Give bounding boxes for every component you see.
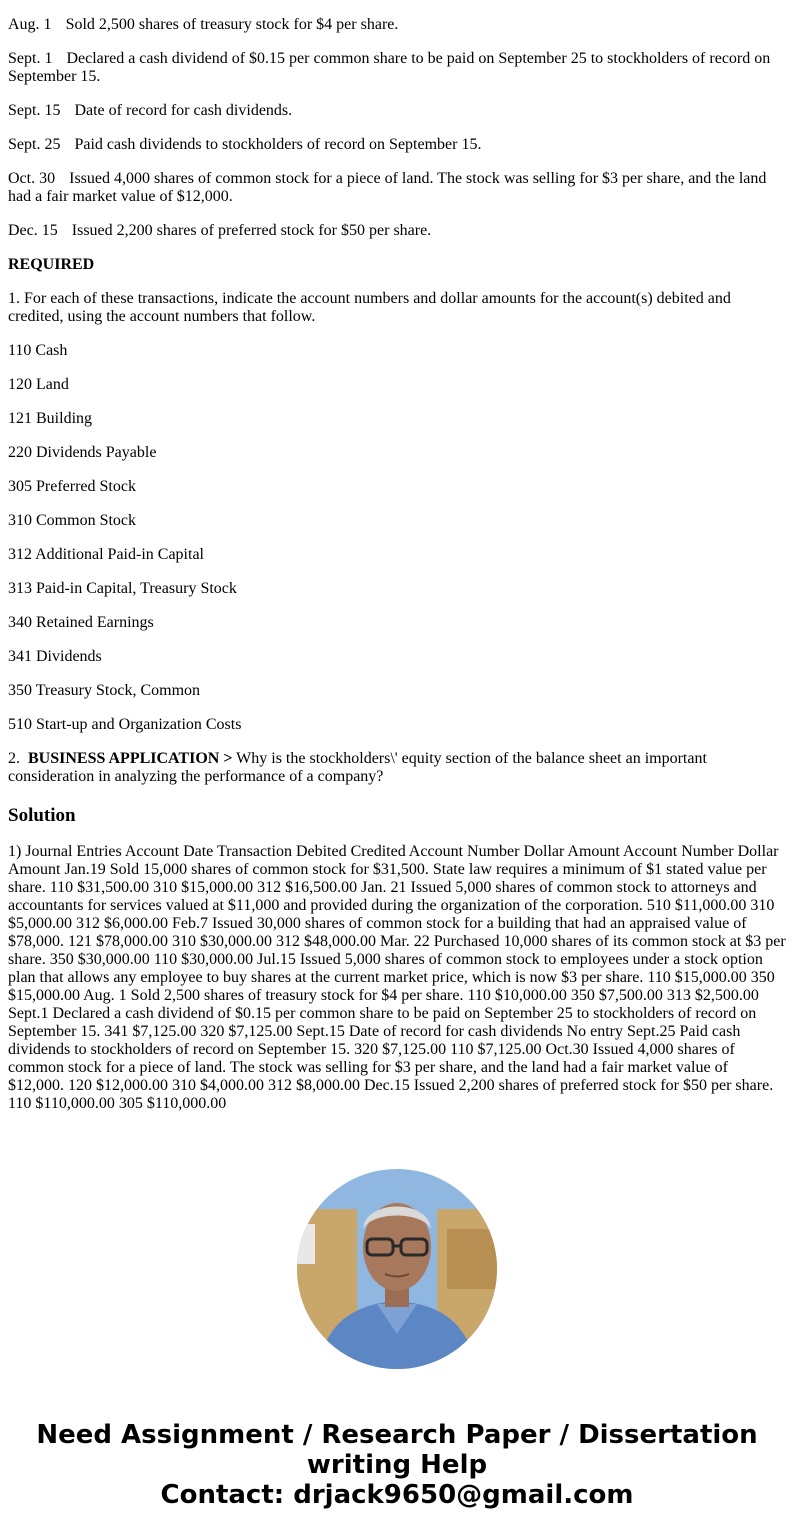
footer-banner xyxy=(0,1420,794,1510)
footer-contact: Contact: drjack9650@gmail.com xyxy=(160,1480,634,1510)
account-item: 120 Land xyxy=(8,376,69,393)
account-item: 110 Cash xyxy=(8,342,68,359)
required-item-1: 1. For each of these transactions, indicate the account numbers and dollar amounts for the account(s) debited and credited, using the account numbers that follow. xyxy=(8,290,731,325)
account-item: 310 Common Stock xyxy=(8,512,137,529)
transaction-oct-30: Oct. 30 Issued 4,000 shares of common stock for a piece of land. The stock was selling for $3 per share, and the land had a fair market value of $12,000. xyxy=(8,170,767,205)
solution-heading: Solution xyxy=(8,805,76,826)
transaction-sept-15: Sept. 15 Date of record for cash dividends. xyxy=(8,102,293,119)
transaction-sept-1: Sept. 1 Declared a cash dividend of $0.15 per common share to be paid on September 25 to stockholders of record on September 15. xyxy=(8,50,771,85)
footer-line-2: writing Help xyxy=(306,1450,488,1480)
account-item: 510 Start-up and Organization Costs xyxy=(8,716,242,733)
account-item: 312 Additional Paid-in Capital xyxy=(8,546,204,563)
account-item: 313 Paid-in Capital, Treasury Stock xyxy=(8,580,237,597)
account-item: 121 Building xyxy=(8,410,93,427)
account-item: 341 Dividends xyxy=(8,648,102,665)
transaction-sept-25: Sept. 25 Paid cash dividends to stockholders of record on September 15. xyxy=(8,136,482,153)
footer-line-1: Need Assignment / Research Paper / Dissertation xyxy=(36,1420,758,1450)
transaction-dec-15: Dec. 15 Issued 2,200 shares of preferred stock for $50 per share. xyxy=(8,222,432,239)
document-body xyxy=(0,16,794,1113)
solution-text: 1) Journal Entries Account Date Transaction Debited Credited Account Number Dollar Amount Account Number Dollar Amount Jan.19 Sold 15,000 shares of common stock for $31,500. State law requires a minimum of $1 stated value per share. 110 $31,500.00 310 $15,000.00 312 $16,500.00 Jan. 21 Issued 5,000 shares of common stock to attorneys and accountants for services valued at $11,000 and provided during the organization of the corporation. 510 $11,000.00 310 $5,000.00 312 $6,000.00 Feb.7 Issued 30,000 shares of common stock for a building that had an appraised value of $78,000. 121 $78,000.00 310 $30,000.00 312 $48,000.00 Mar. 22 Purchased 10,000 shares of its common stock at $3 per share. 350 $30,000.00 110 $30,000.00 Jul.15 Issued 5,000 shares of common stock to employees under a stock option plan that allows any employee to buy shares at the current market price, which is now $3 per share. 110 $15,000.00 350 $15,000.00 Aug. 1 Sold 2,500 shares of treasury stock for $4 per share. 110 $10,000.00 350 $7,500.00 313 $2,500.00 Sept.1 Declared a cash dividend of $0.15 per common share to be paid on September 25 to stockholders of record on September 15. 341 $7,125.00 320 $7,125.00 Sept.15 Date of record for cash dividends No entry Sept.25 Paid cash dividends to stockholders of record on September 15. 320 $7,125.00 110 $7,125.00 Oct.30 Issued 4,000 shares of common stock for a piece of land. The stock was selling for $3 per share, and the land had a fair market value of $12,000. 120 $12,000.00 310 $4,000.00 312 $8,000.00 Dec.15 Issued 2,200 shares of preferred stock for $50 per share. 110 $110,000.00 305 $110,000.00 xyxy=(8,843,786,1112)
account-item: 340 Retained Earnings xyxy=(8,614,154,631)
account-item: 350 Treasury Stock, Common xyxy=(8,682,201,699)
portrait-image xyxy=(297,1169,497,1369)
required-heading: REQUIRED xyxy=(8,256,95,273)
transaction-aug-1: Aug. 1 Sold 2,500 shares of treasury stock for $4 per share. xyxy=(8,16,399,33)
account-item: 305 Preferred Stock xyxy=(8,478,136,495)
required-item-2: 2. BUSINESS APPLICATION > Why is the stockholders\' equity section of the balance sheet an important consideration in analyzing the performance of a company? xyxy=(8,750,707,785)
avatar xyxy=(297,1169,497,1369)
account-item: 220 Dividends Payable xyxy=(8,444,157,461)
